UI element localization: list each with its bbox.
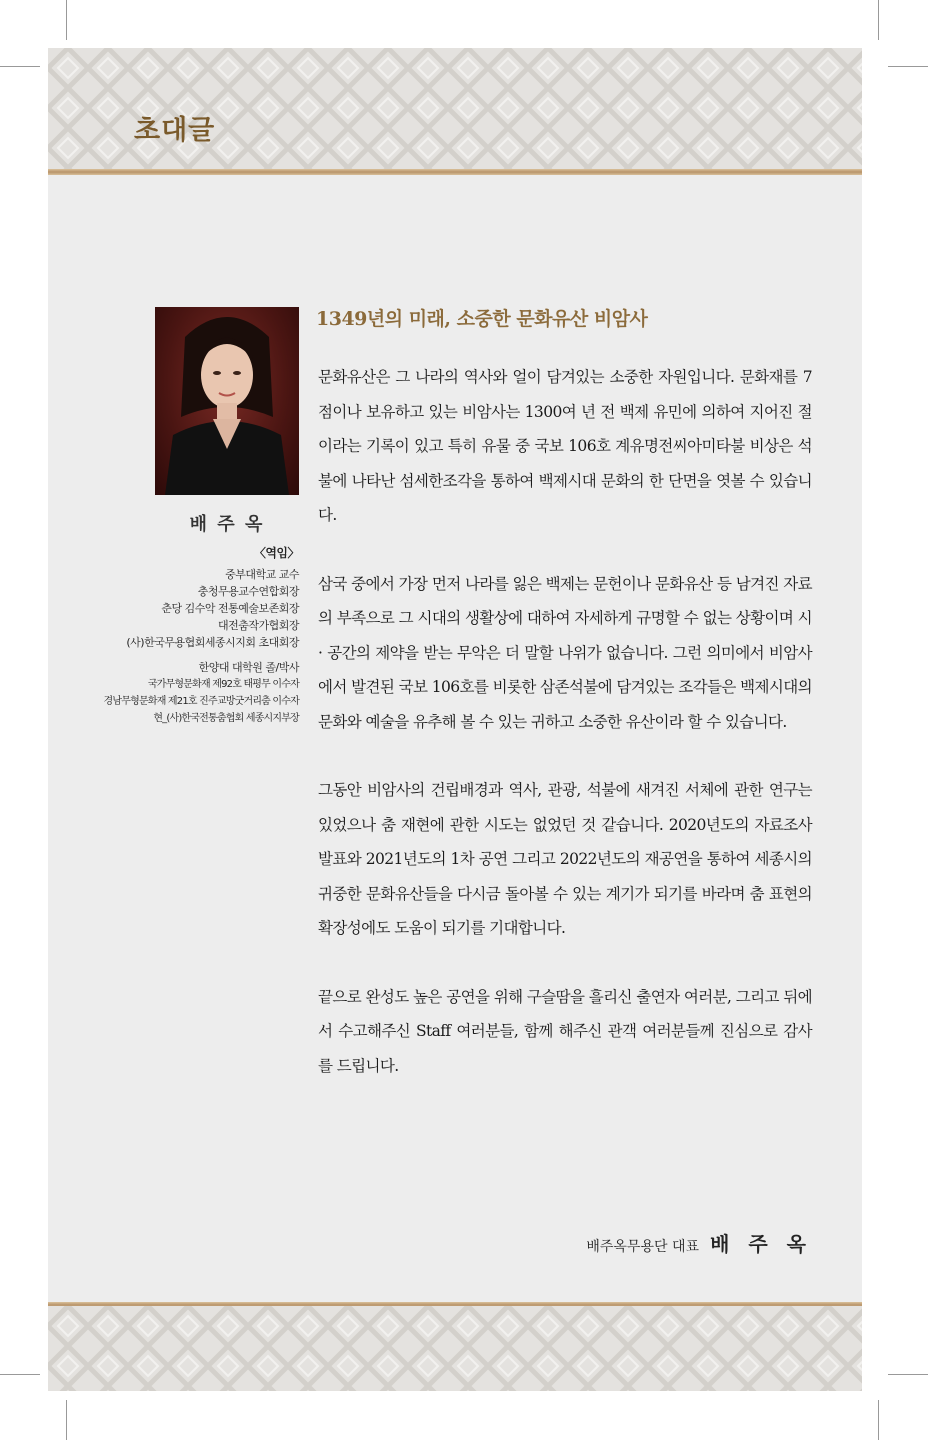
crop-mark <box>878 1400 879 1440</box>
bio-item: 충청무용교수연합회장 <box>197 585 299 598</box>
bio-item: 국가무형문화재 제92호 태평무 이수자 <box>147 679 299 690</box>
bio-item: 춘당 김수악 전통예술보존회장 <box>161 602 299 615</box>
signature-org: 배주옥무용단 대표 <box>586 1239 700 1255</box>
section-title: 초대글 <box>134 115 216 146</box>
profile-photo <box>155 307 299 495</box>
signature <box>548 1228 812 1257</box>
crop-mark <box>0 1374 40 1375</box>
bio-item: 경남무형문화재 제21호 진주교방굿거리춤 이수자 <box>103 696 299 707</box>
signature-name: 배 주 옥 <box>710 1232 812 1256</box>
person-name: 배 주 옥 <box>189 514 265 535</box>
bio-item: 대전춤작가협회장 <box>217 619 299 632</box>
bio-item: (사)한국무용협회세종시지회 초대회장 <box>126 636 299 649</box>
crop-mark <box>888 1374 928 1375</box>
bio-item: 현_(사)한국전통춤협회 세종시지부장 <box>153 713 299 724</box>
crop-mark <box>0 66 40 67</box>
crop-mark <box>66 1400 67 1440</box>
crop-mark <box>66 0 67 40</box>
bio-item: 중부대학교 교수 <box>225 568 299 581</box>
header-divider <box>48 169 862 175</box>
invitation-page <box>48 48 862 1391</box>
bio-heading: 〈역임〉 <box>253 546 299 560</box>
paragraph: 끝으로 완성도 높은 공연을 위해 구슬땀을 흘리신 출연자 여러분, 그리고 뒤에서 수고해주신 Staff 여러분들, 함께 해주신 관객 여러분들께 진심으로 감사를 드립니다. <box>318 987 812 1075</box>
paragraph: 그동안 비암사의 건립배경과 역사, 관광, 석불에 새겨진 서체에 관한 연구는 있었으나 춤 재현에 관한 시도는 없었던 것 같습니다. 2020년도의 자료조사발표와 2021년도의 1차 공연 그리고 2022년도의 재공연을 통하여 세종시의 귀중한 문화유산들을 다시금 돌아볼 수 있는 계기가 되기를 바라며 춤 표현의 확장성에도 도움이 되기를 기대합니다. <box>318 781 812 937</box>
paragraph: 삼국 중에서 가장 먼저 나라를 잃은 백제는 문헌이나 문화유산 등 남겨진 자료의 부족으로 그 시대의 생활상에 대하여 자세하게 규명할 수 없는 상황이며 시 · 공간의 제약을 받는 무악은 더 말할 나위가 없습니다. 그런 의미에서 비암사에서 발견된 국보 106호를 비롯한 삼존석불에 담겨있는 조각들은 백제시대의 문화와 예술을 유추해 볼 수 있는 귀하고 소중한 유산이라 할 수 있습니다. <box>318 574 812 731</box>
paragraph: 문화유산은 그 나라의 역사와 얼이 담겨있는 소중한 자원입니다. 문화재를 7점이나 보유하고 있는 비암사는 1300여 년 전 백제 유민에 의하여 지어진 절이라는 기록이 있고 특히 유물 중 국보 106호 계유명전씨아미타불 비상은 석불에 나타난 섬세한조각을 통하여 백제시대 문화의 한 단면을 엿볼 수 있습니다. <box>318 368 812 524</box>
bio-list <box>104 545 299 727</box>
footer-pattern <box>48 1306 862 1391</box>
crop-mark <box>888 66 928 67</box>
bio-item: 한양대 대학원 졸/박사 <box>198 661 299 674</box>
letter-body <box>318 360 812 1117</box>
letter-title: 1349년의 미래, 소중한 문화유산 비암사 <box>316 308 648 330</box>
crop-mark <box>878 0 879 40</box>
